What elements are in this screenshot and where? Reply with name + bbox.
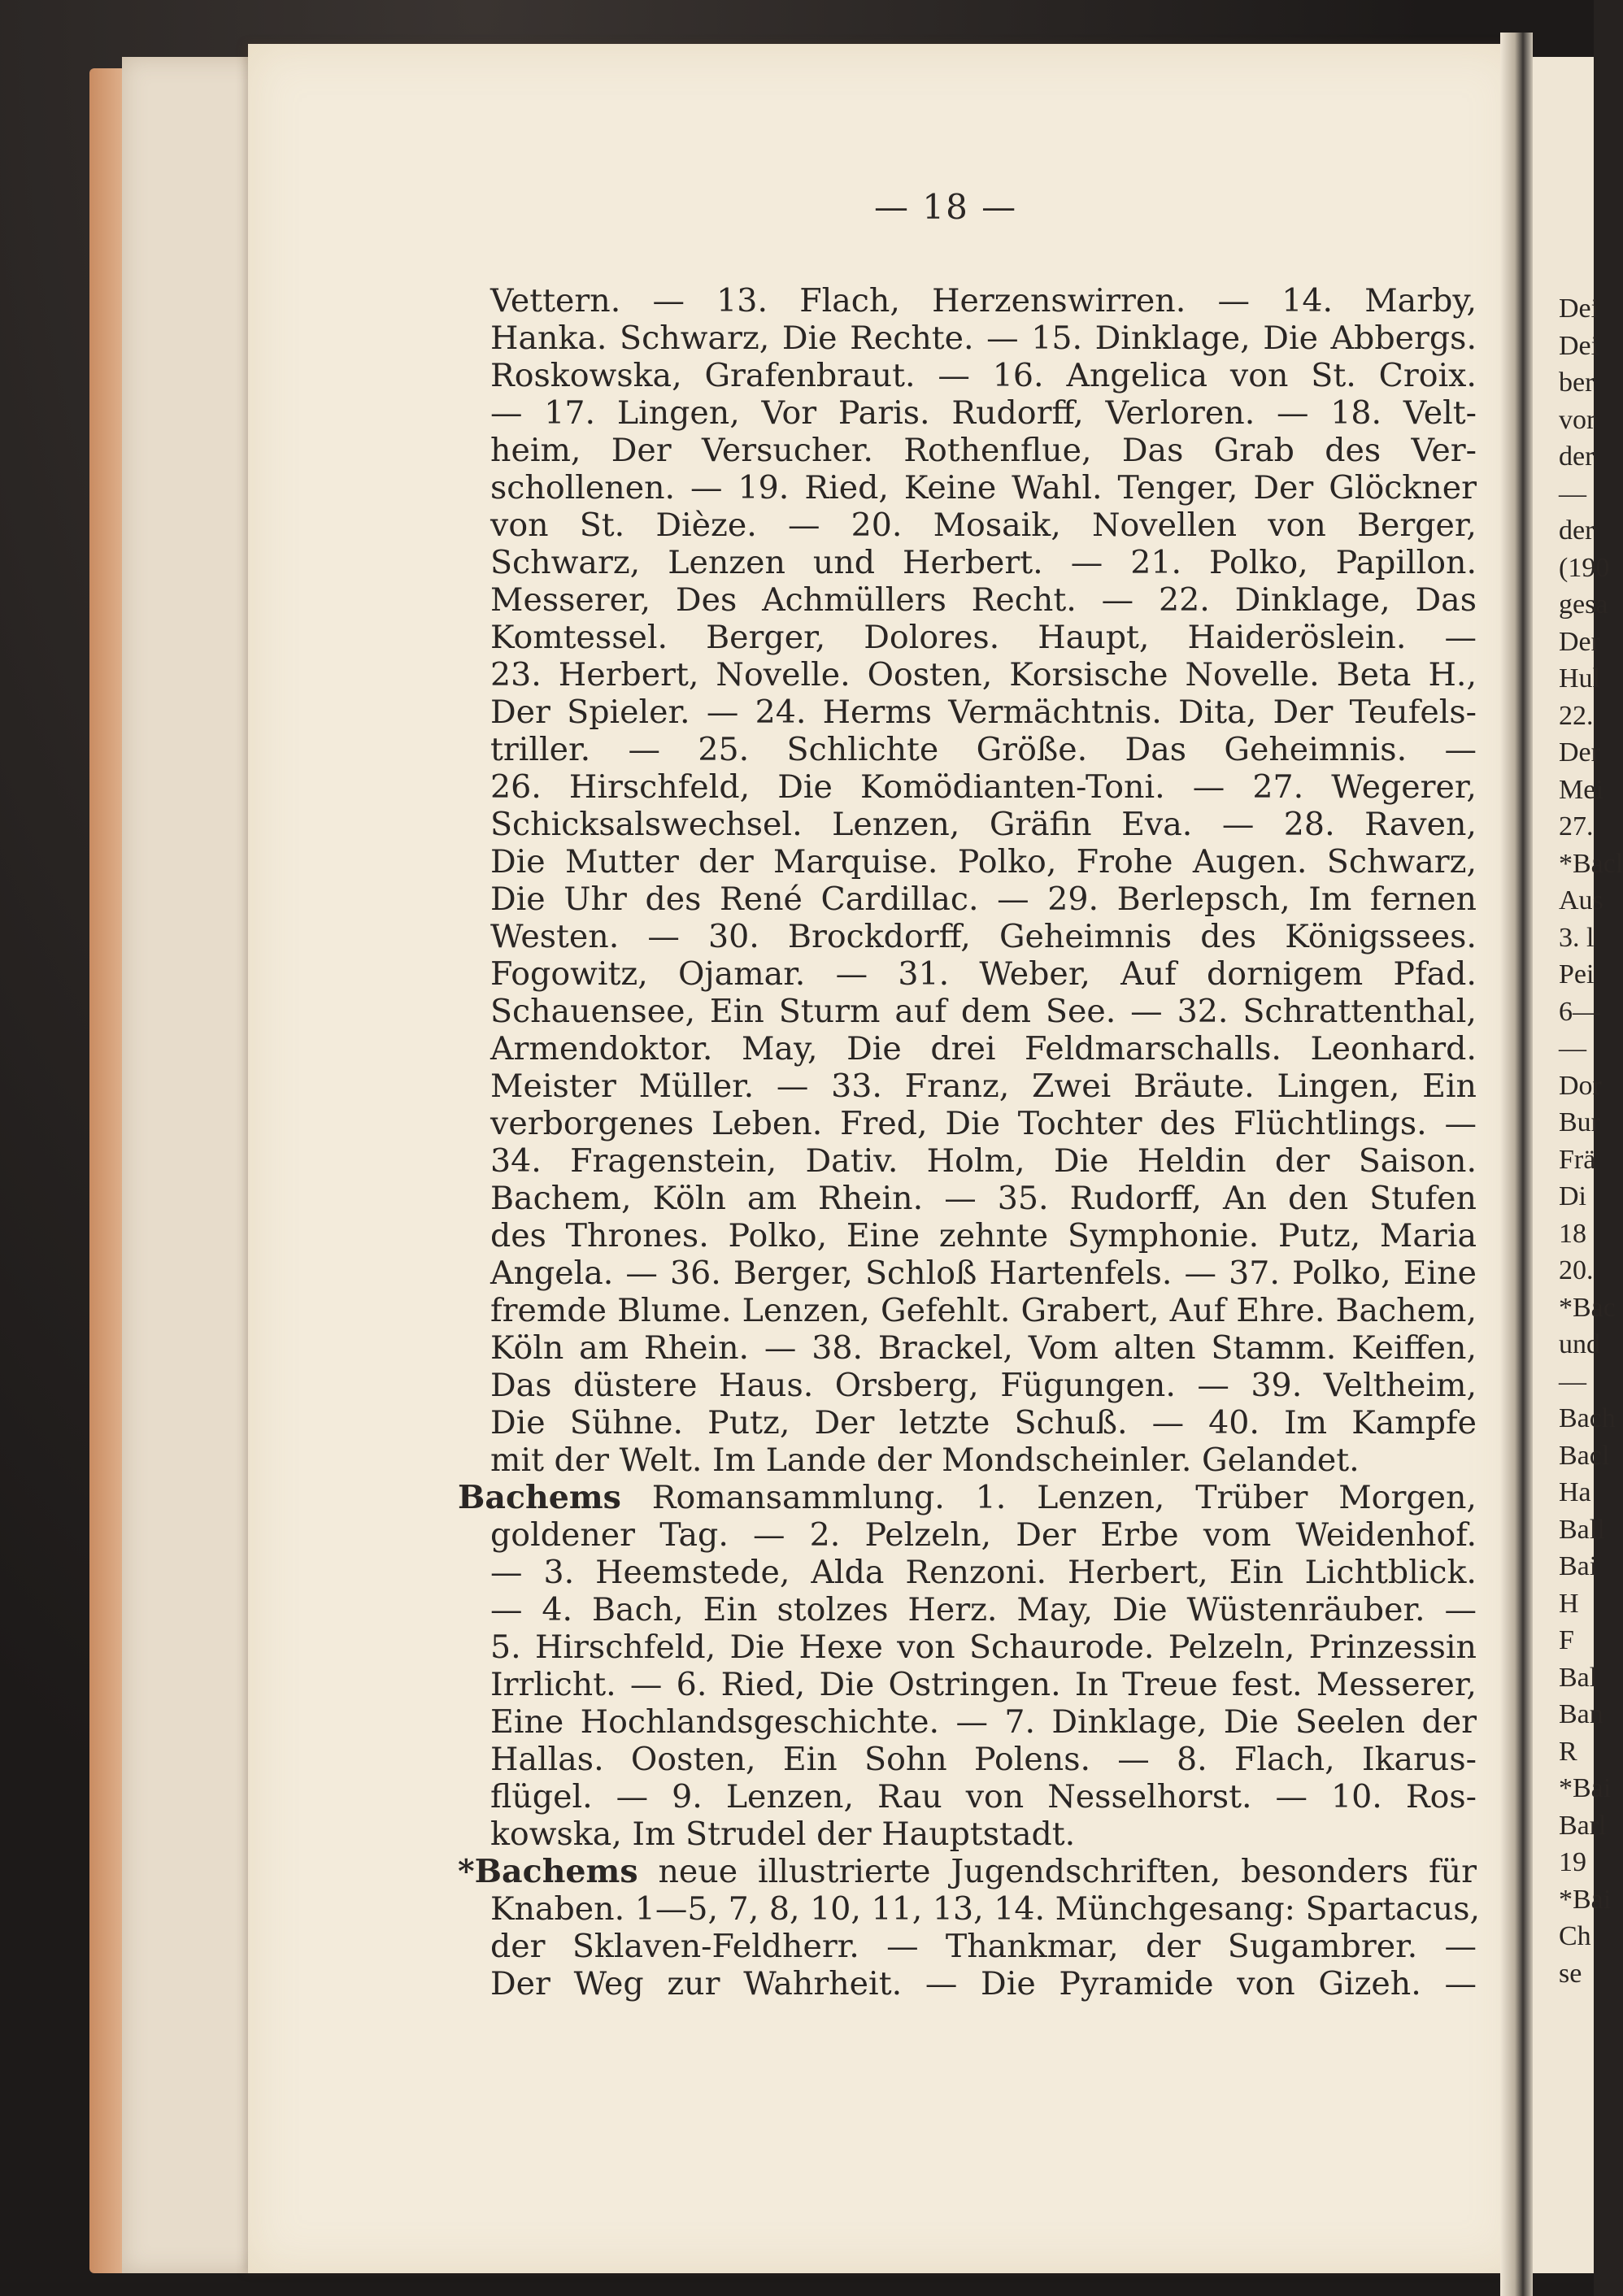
text-line: des Thrones. Polko, Eine zehnte Symphonie. Putz, Maria xyxy=(490,1217,1477,1255)
text-line: Fogowitz, Ojamar. — 31. Weber, Auf dornigem Pfad. xyxy=(490,955,1477,993)
next-page-fragment: 18 xyxy=(1559,1218,1586,1249)
next-page-fragment: Ch xyxy=(1559,1921,1591,1951)
text-line: 34. Fragenstein, Dativ. Holm, Die Heldin der Saison. xyxy=(490,1142,1477,1180)
page-number: — 18 — xyxy=(874,187,1018,227)
text-line: Der Weg zur Wahrheit. — Die Pyramide von Gizeh. — xyxy=(490,1965,1477,2002)
text-line: Schicksalswechsel. Lenzen, Gräfin Eva. — 28. Raven, xyxy=(490,806,1477,843)
text-line: Hallas. Oosten, Ein Sohn Polens. — 8. Flach, Ikarus- xyxy=(490,1741,1477,1778)
page-text xyxy=(458,282,1481,2002)
next-page-fragment: se xyxy=(1559,1958,1582,1989)
text-line: Angela. — 36. Berger, Schloß Hartenfels. — 37. Polko, Eine xyxy=(490,1255,1477,1292)
next-page-fragment: F xyxy=(1559,1625,1574,1655)
next-page-fragment: Frä xyxy=(1559,1144,1596,1175)
text-line: Eine Hochlandsgeschichte. — 7. Dinklage, Die Seelen der xyxy=(490,1703,1477,1741)
next-page-fragment: 6— xyxy=(1559,996,1600,1027)
next-page-edge xyxy=(1533,57,1623,2273)
text-line: heim, Der Versucher. Rothenflue, Das Grab des Ver- xyxy=(490,432,1477,469)
entry-first-line xyxy=(458,1853,1477,1890)
next-page-fragment: R xyxy=(1559,1736,1577,1767)
text-line: Vettern. — 13. Flach, Herzenswirren. — 14. Marby, xyxy=(490,282,1477,320)
next-page-fragment: *Bai xyxy=(1559,1773,1612,1803)
text-line: Westen. — 30. Brockdorff, Geheimnis des Königssees. xyxy=(490,918,1477,955)
next-page-fragment: vor xyxy=(1559,404,1596,435)
next-page-fragment: Dor xyxy=(1559,1070,1602,1101)
text-line: flügel. — 9. Lenzen, Rau von Nesselhorst. — 10. Ros- xyxy=(490,1778,1477,1815)
text-line: Die Uhr des René Cardillac. — 29. Berlepsch, Im fernen xyxy=(490,881,1477,918)
next-page-fragment: — xyxy=(1559,1366,1586,1397)
text-line: Hanka. Schwarz, Die Rechte. — 15. Dinklage, Die Abbergs. xyxy=(490,320,1477,357)
next-page-fragment: Di xyxy=(1559,1181,1586,1211)
text-line: Messerer, Des Achmüllers Recht. — 22. Dinklage, Das xyxy=(490,581,1477,619)
next-page-fragment: Dei xyxy=(1559,330,1599,361)
entry-first-line-text: neue illustrierte Jugendschriften, besonders für xyxy=(637,1853,1477,1890)
entry-first-line xyxy=(458,1479,1477,1516)
next-page-fragment: — xyxy=(1559,1033,1586,1063)
next-page-fragment: und xyxy=(1559,1329,1600,1359)
next-page-fragment: *Bacl xyxy=(1559,848,1623,879)
continuation-text xyxy=(490,282,1477,1479)
next-page-fragment: Ban xyxy=(1559,1699,1603,1729)
next-page-fragment: — xyxy=(1559,478,1586,509)
next-page-fragment: Ha xyxy=(1559,1477,1591,1507)
next-page-fragment: Bal xyxy=(1559,1662,1598,1693)
next-page-fragment: Ball xyxy=(1559,1514,1605,1545)
text-line: Schauensee, Ein Sturm auf dem See. — 32. Schrattenthal, xyxy=(490,993,1477,1030)
next-page-fragment: 20. xyxy=(1559,1255,1594,1285)
text-line: Komtessel. Berger, Dolores. Haupt, Haideröslein. — xyxy=(490,619,1477,656)
text-line: Schwarz, Lenzen und Herbert. — 21. Polko, Papillon. xyxy=(490,544,1477,581)
next-page-fragment: Bach xyxy=(1559,1403,1616,1433)
text-line: der Sklaven-Feldherr. — Thankmar, der Sugambrer. — xyxy=(490,1928,1477,1965)
next-page-fragment: Bai xyxy=(1559,1551,1598,1581)
next-page-fragment: Bacl xyxy=(1559,1440,1610,1471)
text-line: Der Spieler. — 24. Herms Vermächtnis. Dita, Der Teufels- xyxy=(490,694,1477,731)
catalog-entry-romansammlung xyxy=(458,1479,1477,1853)
text-line: Irrlicht. — 6. Ried, Die Ostringen. In Treue fest. Messerer, xyxy=(490,1666,1477,1703)
text-line: Die Mutter der Marquise. Polko, Frohe Augen. Schwarz, xyxy=(490,843,1477,881)
next-page-fragment: 22. xyxy=(1559,700,1594,731)
next-page-fragment: ber xyxy=(1559,367,1595,398)
entry-first-line-text: Romansammlung. 1. Lenzen, Trüber Morgen, xyxy=(620,1479,1477,1516)
text-line: verborgenes Leben. Fred, Die Tochter des Flüchtlings. — xyxy=(490,1105,1477,1142)
text-line: goldener Tag. — 2. Pelzeln, Der Erbe vom Weidenhof. xyxy=(490,1516,1477,1554)
entry-title: *Bachems xyxy=(458,1853,638,1890)
text-line: Knaben. 1—5, 7, 8, 10, 11, 13, 14. Münchgesang: Spartacus, xyxy=(490,1890,1481,1928)
entry-body xyxy=(490,1516,1477,1853)
next-page-fragment: Barl xyxy=(1559,1810,1607,1841)
text-line: Roskowska, Grafenbraut. — 16. Angelica von St. Croix. xyxy=(490,357,1477,394)
next-page-fragment: 3. l xyxy=(1559,922,1595,953)
text-line: Köln am Rhein. — 38. Brackel, Vom alten Stamm. Keiffen, xyxy=(490,1329,1477,1367)
text-line: 23. Herbert, Novelle. Oosten, Korsische Novelle. Beta H., xyxy=(490,656,1477,694)
book-gutter xyxy=(1500,33,1533,2296)
text-line: Die Sühne. Putz, Der letzte Schuß. — 40. Im Kampfe xyxy=(490,1404,1477,1442)
next-page-fragment: Der xyxy=(1559,626,1600,657)
text-line: Das düstere Haus. Orsberg, Fügungen. — 39. Veltheim, xyxy=(490,1367,1477,1404)
entry-title: Bachems xyxy=(458,1479,621,1516)
text-line: triller. — 25. Schlichte Größe. Das Geheimnis. — xyxy=(490,731,1477,768)
next-page-fragment: Bur xyxy=(1559,1107,1600,1137)
next-page-fragment: *Bac xyxy=(1559,1292,1616,1323)
text-line: Bachem, Köln am Rhein. — 35. Rudorff, An den Stufen xyxy=(490,1180,1477,1217)
text-line: kowska, Im Strudel der Hauptstadt. xyxy=(490,1815,1076,1853)
next-page-fragment: Der xyxy=(1559,737,1600,768)
next-page-fragment: (190 xyxy=(1559,552,1610,583)
text-line: — 4. Bach, Ein stolzes Herz. May, Die Wüstenräuber. — xyxy=(490,1591,1477,1629)
next-page-fragment: Dei xyxy=(1559,294,1599,324)
text-line: schollenen. — 19. Ried, Keine Wahl. Tenger, Der Glöckner xyxy=(490,469,1477,507)
next-page-fragment: der xyxy=(1559,515,1595,546)
next-page-fragment: Hul xyxy=(1559,663,1600,694)
text-line: mit der Welt. Im Lande der Mondscheinler. Gelandet. xyxy=(490,1442,1360,1479)
text-line: 5. Hirschfeld, Die Hexe von Schaurode. Pelzeln, Prinzessin xyxy=(490,1629,1477,1666)
text-line: Meister Müller. — 33. Franz, Zwei Bräute. Lingen, Ein xyxy=(490,1068,1477,1105)
text-line: Armendoktor. May, Die drei Feldmarschalls. Leonhard. xyxy=(490,1030,1477,1068)
entry-body xyxy=(490,1890,1481,2002)
next-page-fragment: der xyxy=(1559,441,1595,472)
text-line: — 17. Lingen, Vor Paris. Rudorff, Verloren. — 18. Velt- xyxy=(490,394,1477,432)
next-page-fragment: Pei xyxy=(1559,959,1595,989)
next-page-fragment: 19 xyxy=(1559,1847,1586,1877)
next-page-fragment: Aus xyxy=(1559,885,1603,915)
next-page-fragment: H xyxy=(1559,1588,1579,1619)
next-page-fragment: gesa xyxy=(1559,589,1608,620)
next-page-fragment: Mei xyxy=(1559,774,1603,805)
text-line: von St. Dièze. — 20. Mosaik, Novellen von Berger, xyxy=(490,507,1477,544)
text-line: — 3. Heemstede, Alda Renzoni. Herbert, Ein Lichtblick. xyxy=(490,1554,1477,1591)
text-line: fremde Blume. Lenzen, Gefehlt. Grabert, Auf Ehre. Bachem, xyxy=(490,1292,1477,1329)
next-page-fragment: 27. xyxy=(1559,811,1594,841)
catalog-entry-jugendschriften xyxy=(458,1853,1481,2002)
next-page-fragment: *Bai xyxy=(1559,1884,1612,1915)
text-line: 26. Hirschfeld, Die Komödianten-Toni. — 27. Wegerer, xyxy=(490,768,1477,806)
